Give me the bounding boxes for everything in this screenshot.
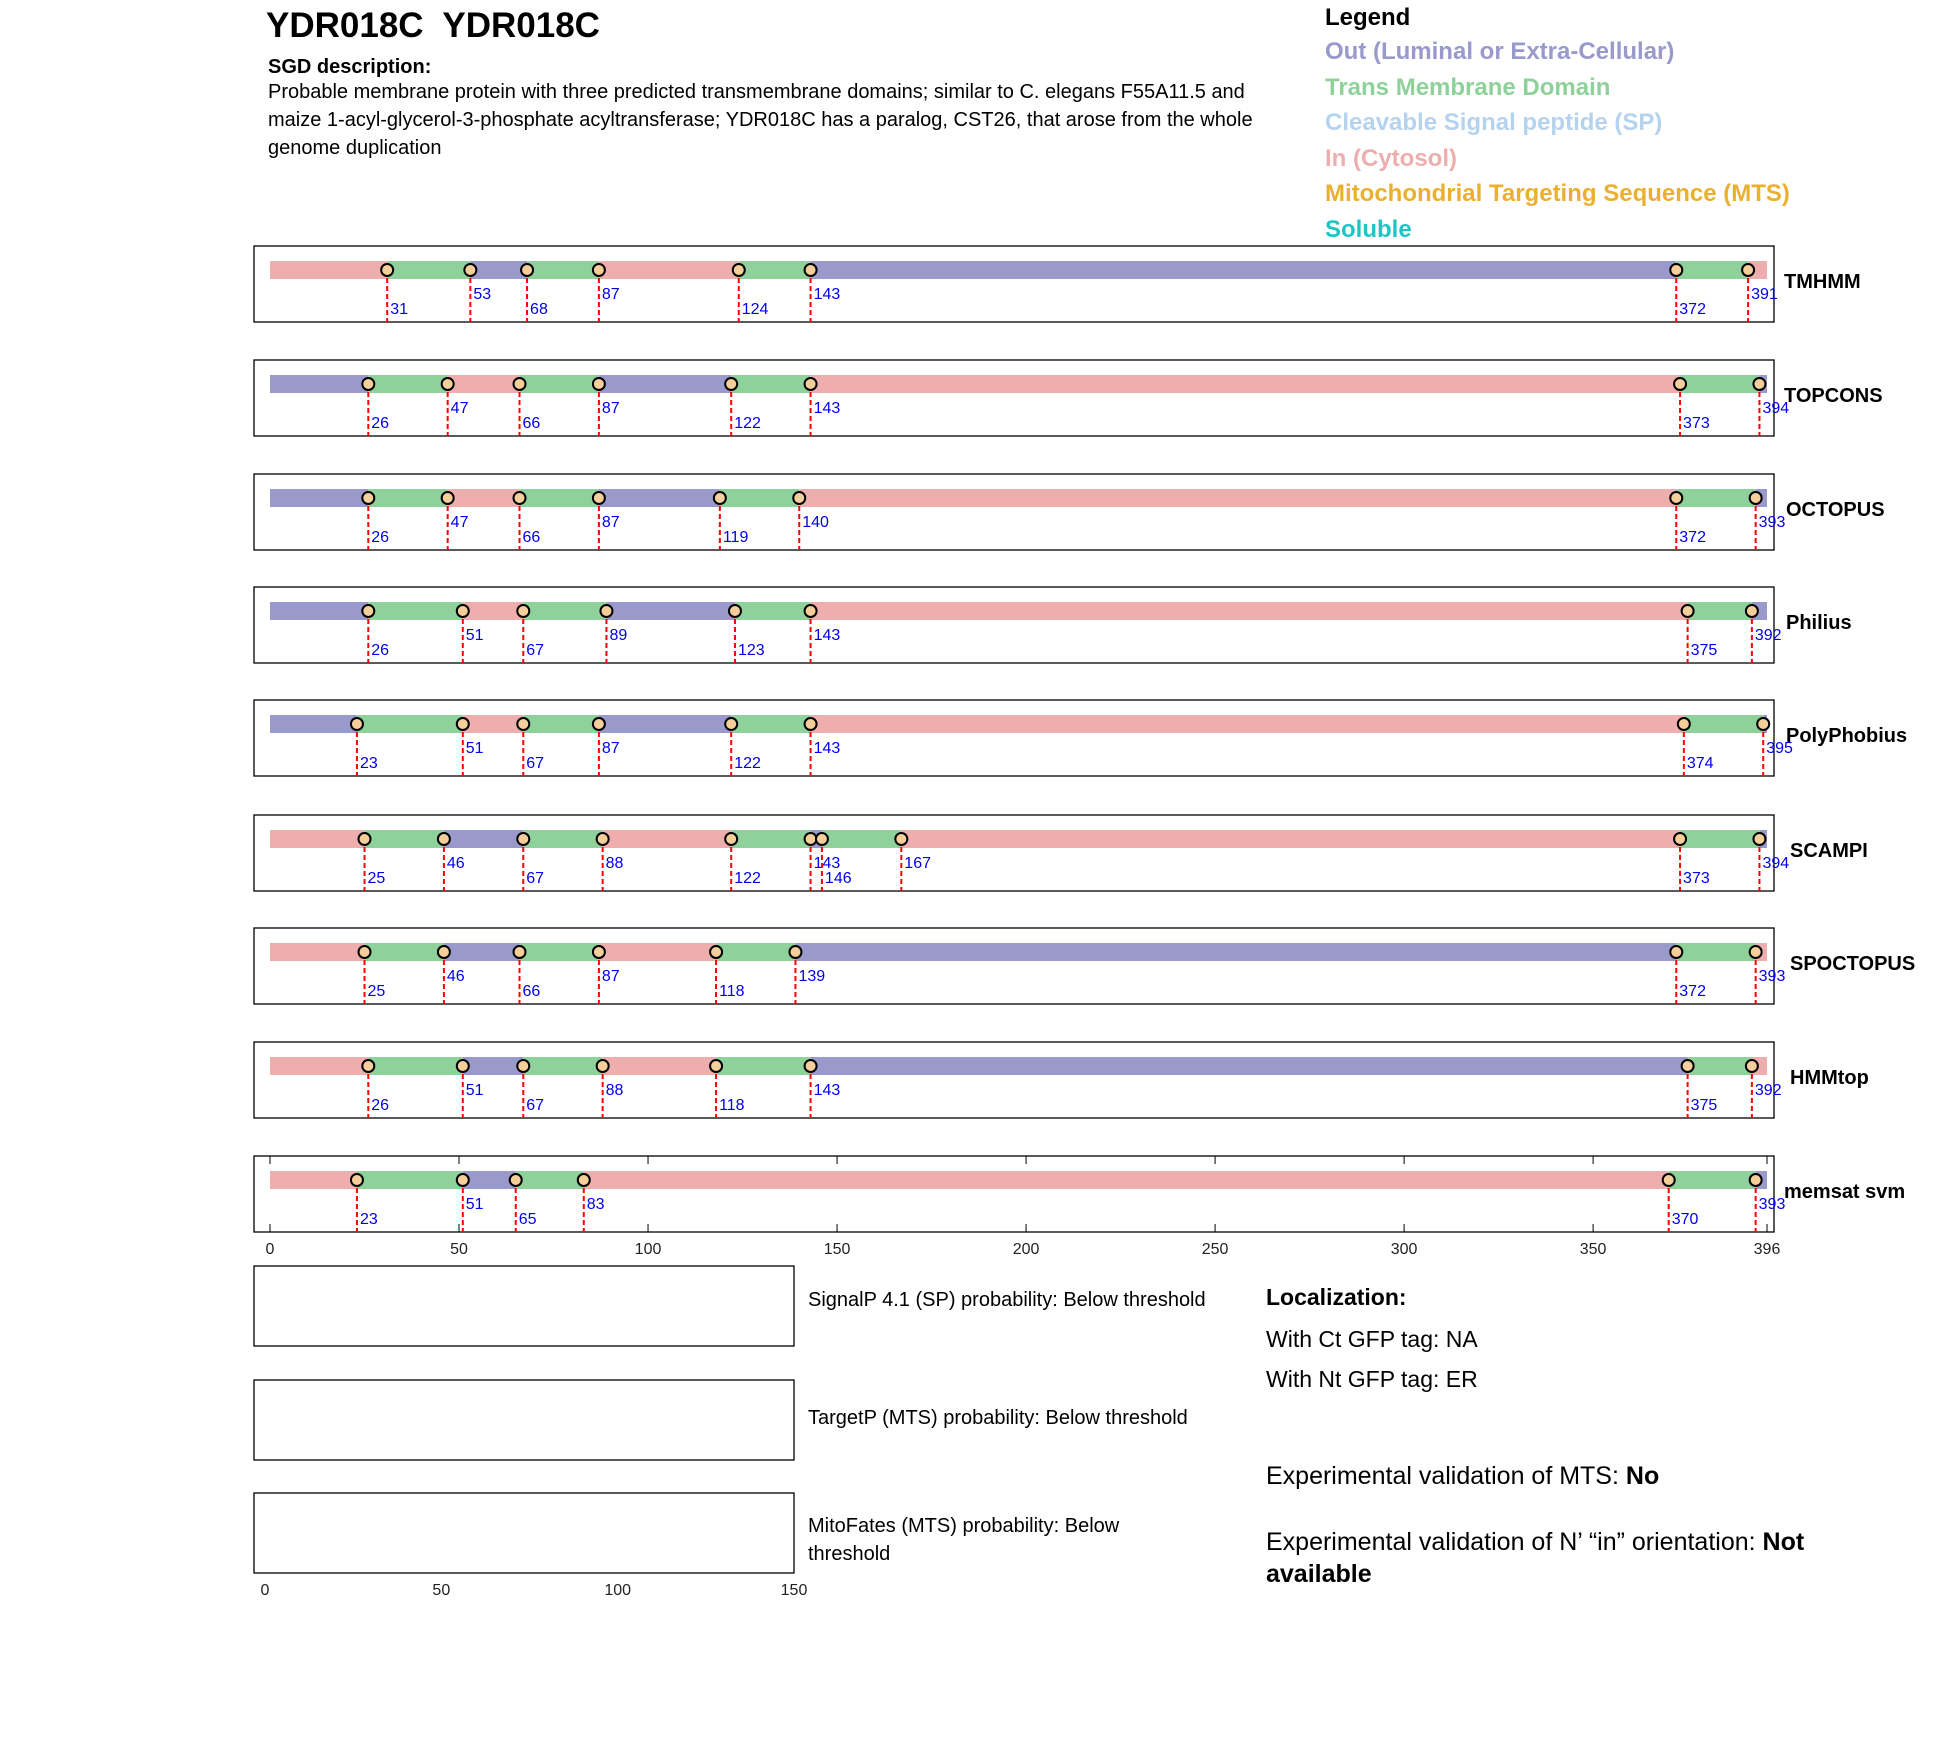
boundary-marker [1670,264,1682,276]
boundary-marker [457,1060,469,1072]
track-name: TMHMM [1784,271,1861,293]
topology-segment [599,489,720,507]
topology-segment [1676,943,1755,961]
boundary-label: 140 [802,514,829,531]
topology-segment [523,602,606,620]
boundary-label: 46 [446,855,465,872]
boundary-marker [593,378,605,390]
boundary-label: 23 [359,1211,378,1228]
boundary-marker [442,378,454,390]
topology-segment [731,830,810,848]
boundary-marker [1674,378,1686,390]
x-tick-label: 200 [1012,1241,1040,1258]
boundary-marker [362,492,374,504]
boundary-label: 146 [824,870,852,887]
topology-segment [603,1057,716,1075]
boundary-marker [600,605,612,617]
topology-segment [270,489,368,507]
boundary-marker [351,1174,363,1186]
probability-x-tick-label: 50 [432,1582,451,1599]
targetp-label: TargetP (MTS) probability: Below threshold [808,1407,1188,1429]
orientation-validation-text: Experimental validation of N’ “in” orientation: [1266,1528,1763,1556]
topology-segment [523,715,599,733]
nt-gfp-localization: With Nt GFP tag: ER [1266,1366,1478,1392]
boundary-label: 23 [359,755,378,772]
probability-panel [254,1493,794,1573]
boundary-label: 143 [813,286,841,303]
orientation-validation-value: Not available [1266,1528,1805,1588]
boundary-label: 83 [586,1196,605,1213]
track-box [254,474,1774,550]
topology-segment [270,1057,368,1075]
boundary-marker [733,264,745,276]
boundary-label: 47 [450,514,469,531]
boundary-marker [597,833,609,845]
topology-segment [1688,1057,1752,1075]
topology-segment [731,715,810,733]
topology-segment [599,261,739,279]
topology-segment [368,375,447,393]
boundary-marker [805,264,817,276]
boundary-marker [510,1174,522,1186]
boundary-marker [514,492,526,504]
boundary-marker [1753,833,1765,845]
boundary-marker [362,378,374,390]
localization-heading: Localization: [1266,1284,1407,1310]
boundary-marker [593,492,605,504]
topology-segment [270,375,368,393]
orientation-validation [1266,1526,1866,1590]
topology-segment [811,261,1677,279]
boundary-label: 373 [1683,870,1710,887]
boundary-marker [710,946,722,958]
topology-segment [739,261,811,279]
track-box [254,1042,1774,1118]
topology-segment [811,375,1680,393]
boundary-label: 67 [526,870,545,887]
boundary-label: 167 [904,855,932,872]
topology-segment [599,375,731,393]
boundary-marker [593,946,605,958]
boundary-marker [1678,718,1690,730]
boundary-label: 87 [601,968,620,985]
boundary-label: 372 [1679,983,1706,1000]
signalp-label: SignalP 4.1 (SP) probability: Below threshold [808,1289,1206,1311]
mts-validation [1266,1460,1866,1492]
boundary-marker [517,718,529,730]
boundary-marker [381,264,393,276]
boundary-label: 89 [609,627,628,644]
topology-segment [270,830,365,848]
boundary-label: 118 [719,983,745,1000]
boundary-marker [517,1060,529,1072]
track-box [254,815,1774,891]
boundary-label: 51 [465,1082,484,1099]
topology-segment [901,830,1680,848]
boundary-marker [725,833,737,845]
boundary-label: 47 [450,400,469,417]
boundary-label: 67 [526,755,545,772]
track-box [254,700,1774,776]
boundary-label: 393 [1758,968,1786,985]
track-name: SPOCTOPUS [1790,953,1916,975]
probability-panel [254,1266,794,1346]
boundary-label: 143 [813,855,841,872]
boundary-label: 66 [522,529,541,546]
topology-segment [444,943,520,961]
topology-segment [470,261,527,279]
boundary-marker [593,718,605,730]
boundary-marker [793,492,805,504]
boundary-marker [597,1060,609,1072]
topology-segment [795,943,1676,961]
topology-segment [584,1171,1669,1189]
boundary-label: 66 [522,415,541,432]
probability-x-tick-label: 150 [780,1582,808,1599]
topology-segment [1684,715,1763,733]
boundary-marker [714,492,726,504]
boundary-marker [517,605,529,617]
mts-validation-text: Experimental validation of MTS: [1266,1462,1626,1490]
boundary-marker [464,264,476,276]
boundary-marker [816,833,828,845]
boundary-marker [1742,264,1754,276]
boundary-marker [1670,946,1682,958]
topology-segment [270,715,357,733]
x-tick-label: 0 [265,1241,275,1258]
boundary-label: 87 [601,740,620,757]
boundary-label: 88 [605,855,624,872]
boundary-marker [359,946,371,958]
topology-segment [523,1057,602,1075]
boundary-marker [521,264,533,276]
x-tick-label: 350 [1579,1241,1607,1258]
topology-segment [811,1057,1688,1075]
boundary-marker [1750,1174,1762,1186]
boundary-marker [457,605,469,617]
x-tick-label: 100 [634,1241,662,1258]
topology-segment [1680,830,1759,848]
boundary-label: 88 [605,1082,624,1099]
topology-segment [822,830,901,848]
boundary-label: 51 [465,1196,484,1213]
legend-item: In (Cytosol) [1325,144,1457,172]
boundary-marker [1682,1060,1694,1072]
track-box [254,360,1774,436]
probability-x-tick-label: 100 [604,1582,632,1599]
legend-item: Soluble [1325,215,1412,243]
boundary-marker [805,378,817,390]
topology-segment [735,602,811,620]
track-box [254,1156,1774,1232]
topology-segment [1676,261,1748,279]
boundary-label: 391 [1751,286,1778,303]
topology-segment [444,830,523,848]
topology-segment [368,602,463,620]
track-name: TOPCONS [1784,385,1883,407]
boundary-label: 67 [526,1097,545,1114]
boundary-label: 25 [367,870,386,887]
track-box [254,587,1774,663]
topology-segment [270,602,368,620]
boundary-marker [1757,718,1769,730]
boundary-marker [517,833,529,845]
boundary-marker [729,605,741,617]
topology-segment [1669,1171,1756,1189]
boundary-label: 68 [530,301,548,318]
boundary-marker [789,946,801,958]
boundary-marker [514,946,526,958]
track-box [254,928,1774,1004]
boundary-label: 31 [390,301,408,318]
legend-item: Trans Membrane Domain [1325,73,1611,101]
boundary-label: 372 [1679,529,1706,546]
legend-item: Cleavable Signal peptide (SP) [1325,109,1663,136]
boundary-marker [1682,605,1694,617]
boundary-marker [1750,946,1762,958]
ct-gfp-localization: With Ct GFP tag: NA [1266,1326,1478,1352]
boundary-marker [725,718,737,730]
legend-item: Out (Luminal or Extra-Cellular) [1325,38,1675,65]
boundary-label: 87 [601,514,620,531]
x-tick-label: 396 [1753,1241,1781,1258]
boundary-marker [514,378,526,390]
boundary-label: 51 [465,627,484,644]
boundary-label: 375 [1690,1097,1718,1114]
boundary-label: 395 [1766,740,1793,757]
track-name: Philius [1786,612,1852,634]
boundary-marker [710,1060,722,1072]
topology-segment [516,1171,584,1189]
topology-segment [387,261,470,279]
boundary-marker [359,833,371,845]
boundary-marker [362,605,374,617]
topology-segment [463,715,523,733]
boundary-label: 122 [734,755,761,772]
topology-segment [1680,375,1759,393]
topology-segment [368,1057,463,1075]
boundary-label: 87 [601,400,620,417]
boundary-marker [725,378,737,390]
topology-segment [799,489,1676,507]
boundary-label: 375 [1690,642,1718,659]
boundary-label: 392 [1754,1082,1782,1099]
boundary-marker [438,946,450,958]
x-tick-label: 150 [823,1241,851,1258]
boundary-label: 393 [1758,514,1786,531]
boundary-label: 370 [1671,1211,1699,1228]
boundary-marker [1670,492,1682,504]
boundary-label: 26 [371,415,390,432]
boundary-marker [362,1060,374,1072]
boundary-marker [457,1174,469,1186]
boundary-label: 139 [798,968,826,985]
topology-segment [811,715,1684,733]
boundary-label: 65 [518,1211,537,1228]
mts-validation-value: No [1625,1462,1660,1490]
boundary-label: 392 [1754,627,1782,644]
boundary-marker [351,718,363,730]
boundary-label: 393 [1758,1196,1786,1213]
topology-segment [716,1057,811,1075]
mitofates-label: MitoFates (MTS) probability: Below threshold [808,1515,1120,1565]
track-box [254,246,1774,322]
topology-segment [463,602,523,620]
x-tick-label: 250 [1201,1241,1229,1258]
boundary-marker [805,833,817,845]
boundary-marker [438,833,450,845]
topology-segment [731,375,810,393]
boundary-marker [593,264,605,276]
boundary-marker [578,1174,590,1186]
topology-segment [720,489,799,507]
boundary-label: 373 [1683,415,1710,432]
topology-segment [270,1171,357,1189]
boundary-marker [1753,378,1765,390]
boundary-label: 118 [719,1097,745,1114]
track-name: OCTOPUS [1786,499,1885,521]
boundary-marker [457,718,469,730]
sgd-heading: SGD description: [268,56,432,78]
boundary-label: 124 [741,301,769,318]
boundary-label: 123 [737,642,765,659]
boundary-marker [1746,605,1758,617]
boundary-label: 46 [446,968,465,985]
boundary-marker [1750,492,1762,504]
boundary-marker [1746,1060,1758,1072]
topology-segment [523,830,602,848]
track-name: PolyPhobius [1786,725,1908,747]
probability-panel [254,1380,794,1460]
boundary-label: 374 [1686,755,1714,772]
boundary-marker [805,1060,817,1072]
topology-segment [599,715,731,733]
boundary-label: 143 [813,740,841,757]
topology-segment [357,1171,463,1189]
boundary-label: 67 [526,642,545,659]
topology-segment [357,715,463,733]
page-title: YDR018C YDR018C [266,6,600,45]
boundary-label: 143 [813,1082,841,1099]
boundary-label: 51 [465,740,484,757]
boundary-marker [805,718,817,730]
legend-item: Mitochondrial Targeting Sequence (MTS) [1325,180,1790,207]
boundary-marker [895,833,907,845]
topology-segment [527,261,599,279]
legend-title: Legend [1325,4,1411,31]
boundary-label: 394 [1762,400,1790,417]
topology-segment [270,261,387,279]
topology-segment [448,489,520,507]
boundary-label: 26 [371,529,390,546]
topology-segment [520,943,599,961]
topology-segment [606,602,735,620]
topology-segment [811,602,1688,620]
track-name: memsat svm [1784,1181,1906,1203]
topology-segment [448,375,520,393]
boundary-label: 53 [473,286,492,303]
x-tick-label: 300 [1390,1241,1418,1258]
boundary-label: 66 [522,983,541,1000]
topology-segment [599,943,716,961]
boundary-label: 26 [371,642,390,659]
boundary-label: 372 [1679,301,1706,318]
boundary-label: 122 [734,415,761,432]
topology-segment [520,489,599,507]
boundary-label: 143 [813,627,841,644]
boundary-label: 122 [734,870,761,887]
topology-segment [463,1057,523,1075]
topology-segment [270,943,365,961]
sgd-description: Probable membrane protein with three predicted transmembrane domains; similar to C. elegans F55A11.5 and maize 1-acyl-glycerol-3-phosphate acyltransferase; YDR018C has a paralog, CST26, that arose from the whole genome duplication [268,81,1253,159]
boundary-label: 394 [1762,855,1790,872]
topology-segment [365,943,444,961]
topology-segment [716,943,795,961]
topology-segment [368,489,447,507]
boundary-label: 119 [722,529,749,546]
boundary-marker [442,492,454,504]
topology-segment [1676,489,1755,507]
topology-segment [520,375,599,393]
boundary-marker [1674,833,1686,845]
topology-segment [463,1171,516,1189]
boundary-marker [1663,1174,1675,1186]
topology-segment [1688,602,1752,620]
boundary-label: 26 [371,1097,390,1114]
boundary-label: 143 [813,400,841,417]
topology-segment [365,830,444,848]
track-name: SCAMPI [1790,840,1868,862]
x-tick-label: 50 [450,1241,468,1258]
boundary-marker [805,605,817,617]
track-name: HMMtop [1790,1067,1869,1089]
boundary-label: 25 [367,983,386,1000]
topology-segment [603,830,732,848]
probability-x-tick-label: 0 [260,1582,270,1599]
boundary-label: 87 [601,286,620,303]
